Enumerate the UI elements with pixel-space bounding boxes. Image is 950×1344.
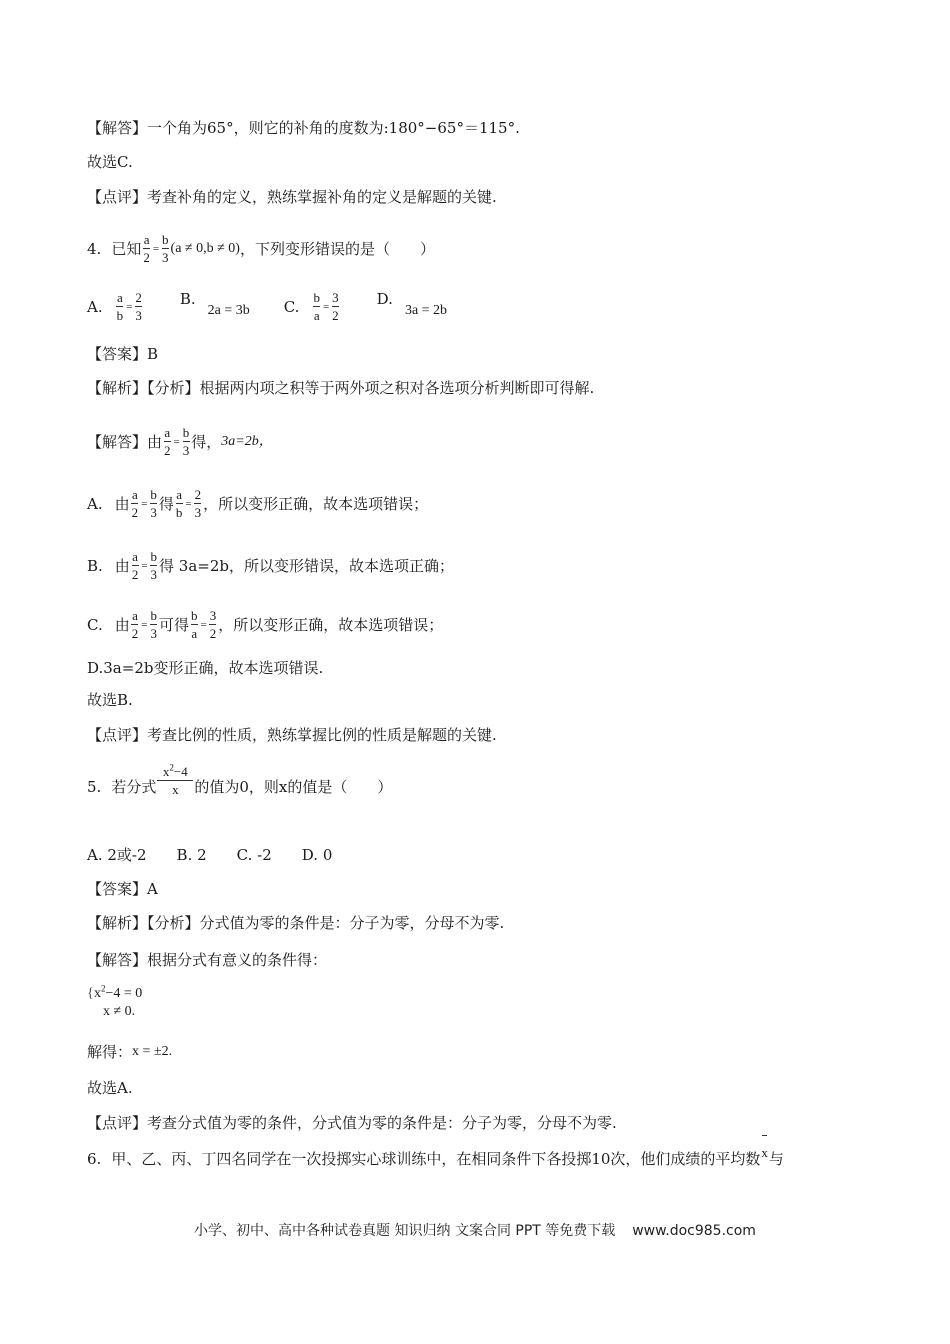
q4-choice: 故选B. bbox=[87, 691, 133, 709]
footer-text: 小学、初中、高中各种试卷真题 知识归纳 文案合同 PPT 等免费下载 bbox=[194, 1223, 616, 1239]
page-footer bbox=[0, 1220, 950, 1240]
stem-suffix: ，下列变形错误的是（ ） bbox=[239, 239, 435, 258]
q4-options bbox=[87, 290, 447, 323]
q5-comment: 【点评】 考查分式值为零的条件，分式值为零的条件是：分子为零，分母不为零. bbox=[87, 1114, 617, 1132]
q5-stem: 5. 若分式 $\frac{x^2-4}{x}$ 的值为0，则x的值是（ ） bbox=[87, 762, 393, 797]
q4-step-b: B. 由 $\frac{a}{2}$ = $\frac{b}{3}$ 得 3a=2b ，所以变形错误，故本选项正确； bbox=[87, 549, 455, 582]
brace-icon: { bbox=[87, 986, 94, 1001]
q4-step-a: A. 由 $\frac{a}{2}$ = $\frac{b}{3}$ 得 $\frac{a}{b}$ = $\frac{2}{3}$ ，所以变形正确，故本选项错误； bbox=[87, 487, 429, 520]
option-a[interactable]: A. $\frac{a}{b}$ = $\frac{2}{3}$ bbox=[87, 290, 142, 323]
q4-answer: 【答案】 B bbox=[87, 345, 159, 363]
solution-tag: 【解答】 bbox=[87, 119, 148, 137]
option-c[interactable]: C. $\frac{b}{a}$ = $\frac{3}{2}$ bbox=[283, 290, 339, 323]
equation-system: { $x^2-4 = 0$ x ≠ 0. bbox=[87, 983, 143, 1019]
fraction-a-over-2: $\frac{a}{2}$ bbox=[143, 232, 150, 265]
q5-analysis: 【解析】【分析】 分式值为零的条件是：分子为零，分母不为零. bbox=[87, 914, 505, 932]
q6-stem: 6. 甲、乙、丙、丁四名同学在一次投掷实心球训练中，在相同条件下各投掷10次，他们成绩的平均数 x 与 bbox=[87, 1145, 784, 1168]
condition: (a ≠ 0,b ≠ 0) bbox=[170, 240, 240, 256]
q4-solution: 【解答】 由 $\frac{a}{2}$ = $\frac{b}{3}$ 得， 3a=2b， bbox=[87, 425, 273, 458]
question-number: 6. bbox=[87, 1150, 102, 1168]
q4-step-c: C. 由 $\frac{a}{2}$ = $\frac{b}{3}$ 可得 $\frac{b}{a}$ = $\frac{3}{2}$ ，所以变形正确，故本选项错误； bbox=[87, 608, 444, 641]
q3-solution bbox=[87, 118, 520, 138]
stem-prefix: 已知 bbox=[111, 239, 142, 258]
option-b[interactable]: B. 2 bbox=[176, 846, 207, 864]
option-d[interactable]: D. 0 bbox=[301, 846, 333, 864]
q3-comment bbox=[87, 187, 497, 207]
footer-url[interactable]: www.doc985.com bbox=[632, 1223, 756, 1239]
option-c[interactable]: C. -2 bbox=[236, 846, 272, 864]
q5-answer: 【答案】 A bbox=[87, 880, 158, 898]
answer-value: B bbox=[147, 345, 159, 363]
fraction-b-over-3: $\frac{b}{3}$ bbox=[162, 232, 169, 265]
q5-solved: 解得： x = ±2. bbox=[87, 1043, 173, 1061]
solution-text: 一个角为65°，则它的补角的度数为:180°−65°＝115°. bbox=[147, 119, 520, 137]
q5-solution: 【解答】 根据分式有意义的条件得： bbox=[87, 951, 328, 969]
comment-text: 考查补角的定义，熟练掌握补角的定义是解题的关键. bbox=[147, 188, 497, 206]
q5-choice: 故选A. bbox=[87, 1079, 133, 1097]
answer-value: A bbox=[147, 880, 158, 898]
option-d[interactable]: D. 3a = 2b bbox=[376, 289, 448, 318]
q4-step-d: D. 3a=2b变形正确，故本选项错误. bbox=[87, 659, 324, 677]
q3-choice: 故选C. bbox=[87, 153, 133, 171]
option-b[interactable]: B. 2a = 3b bbox=[179, 289, 250, 318]
q5-options bbox=[87, 845, 332, 865]
comment-tag: 【点评】 bbox=[87, 188, 148, 206]
question-number: 5. bbox=[87, 777, 102, 796]
q4-analysis: 【解析】【分析】 根据两内项之积等于两外项之积对各选项分析判断即可得解. bbox=[87, 379, 595, 397]
fraction-x2-minus-4-over-x: $\frac{x^2-4}{x}$ bbox=[157, 764, 193, 797]
option-a[interactable]: A. 2或-2 bbox=[87, 846, 147, 864]
question-number: 4. bbox=[87, 239, 102, 258]
x-bar-symbol: x bbox=[761, 1143, 768, 1163]
q4-comment: 【点评】 考查比例的性质，熟练掌握比例的性质是解题的关键. bbox=[87, 726, 497, 744]
q4-stem: 4. 已知 $\frac{a}{2}$ = $\frac{b}{3}$ (a ≠ 0,b ≠ 0) ，下列变形错误的是（ ） bbox=[87, 232, 435, 265]
